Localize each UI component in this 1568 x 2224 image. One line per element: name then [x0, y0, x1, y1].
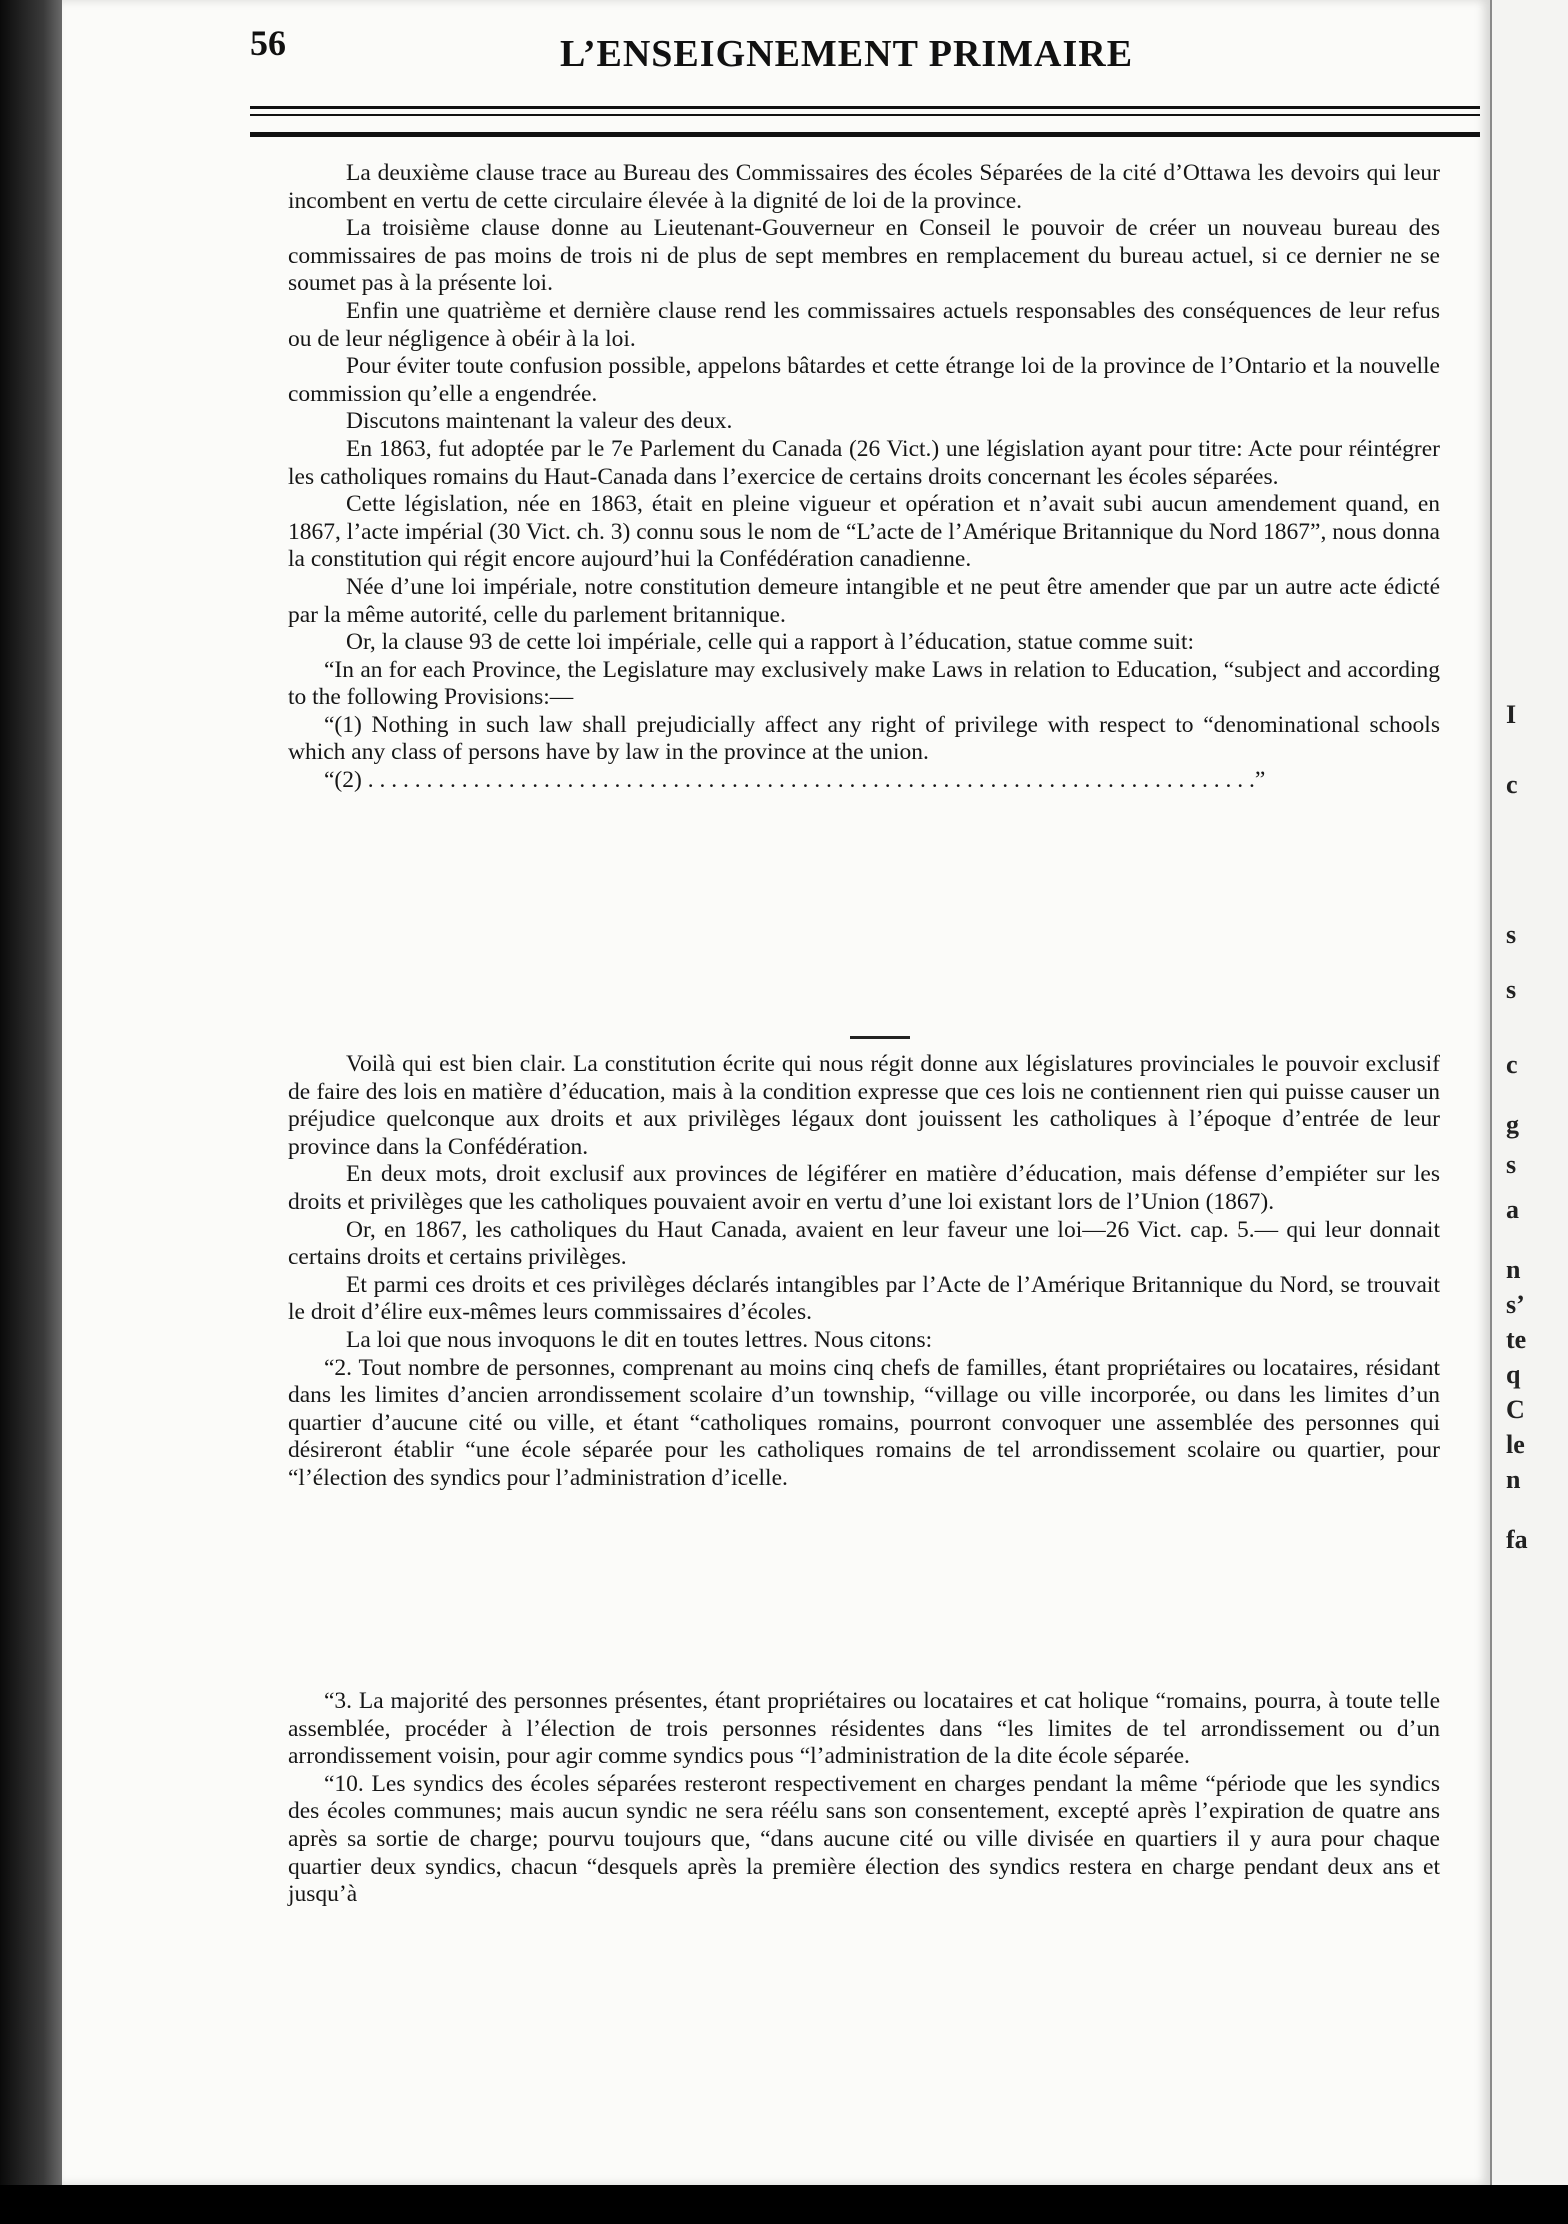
- paragraph: Pour éviter toute confusion possible, appelons bâtardes et cette étrange loi de la province de l’Ontario et la nouvelle commission qu’elle a engendrée.: [288, 353, 1440, 407]
- quoted-paragraph: “(1) Nothing in such law shall prejudicially affect any right of privilege with respect to “denominational schools which any class of persons have by law in the province at the union.: [288, 711, 1440, 766]
- adjacent-page-fragment: q: [1506, 1360, 1521, 1389]
- adjacent-page-fragment: s: [1506, 920, 1517, 949]
- adjacent-page-fragment: C: [1506, 1395, 1525, 1424]
- adjacent-page-fragment: n: [1506, 1255, 1521, 1284]
- text-block-2: [288, 1051, 1440, 1493]
- adjacent-page-fragment: a: [1506, 1195, 1519, 1224]
- paragraph: La troisième clause donne au Lieutenant-Gouverneur en Conseil le pouvoir de créer un nouveau bureau des commissaires de pas moins de trois ni de plus de sept membres en remplacement du bureau actuel, si ce dernier ne se soumet pas à la présente loi.: [288, 215, 1440, 297]
- running-title: L’ENSEIGNEMENT PRIMAIRE: [560, 33, 1134, 75]
- paragraph: Voilà qui est bien clair. La constitution écrite qui nous régit donne aux législatures provinciales le pouvoir exclusif de faire des lois en matière d’éducation, mais à la condition expresse que ces lois ne contiennent rien qui puisse causer un préjudice quelconque aux droits et aux privilèges légaux dont jouissent les catholiques à l’époque d’entrée de leur province dans la Confédération.: [288, 1051, 1440, 1160]
- quoted-paragraph: “2. Tout nombre de personnes, comprenant au moins cinq chefs de familles, étant propriétaires ou locataires, résidant dans les limites d’ancien arrondissement scolaire d’un township, “village ou ville incorporée, ou dans les limites d’un quartier d’aucune cité ou ville, et étant “catholiques romains, pourront convoquer une assemblée des personnes qui désireront établir “une école séparée pour les catholiques romains de tel arrondissement scolaire ou quartier, pour “l’élection des syndics pour l’administration d’icelle.: [288, 1354, 1440, 1491]
- adjacent-page-edge: [1490, 0, 1568, 2185]
- page-number: 56: [250, 23, 286, 63]
- adjacent-page-fragment: s: [1506, 1150, 1517, 1179]
- quoted-paragraph: “(2) . . . . . . . . . . . . . . . . . . . . . . . . . . . . . . . . . . . . . . . . . . . . . . . . . . . . . . . . . . . . . . . . . . . . . . . . . . . .”: [324, 767, 1266, 794]
- quoted-paragraph: “10. Les syndics des écoles séparées resteront respectivement en charges pendant la même “période que les syndics des écoles communes; mais aucun syndic ne sera réélu sans son consentement, excepté après l’expiration de quatre ans après sa sortie de charge; pourvu toujours que, “dans aucune cité ou ville divisée en quartiers il y aura pour chaque quartier deux syndics, chacun “desquels après la première élection des syndics restera en charge pendant deux ans et jusqu’à: [288, 1770, 1440, 1908]
- paragraph: Or, la clause 93 de cette loi impériale, celle qui a rapport à l’éducation, statue comme suit:: [346, 629, 1194, 656]
- adjacent-page-fragment: n: [1506, 1465, 1521, 1494]
- adjacent-page-fragment: s’: [1506, 1290, 1525, 1319]
- paragraph: La deuxième clause trace au Bureau des Commissaires des écoles Séparées de la cité d’Ottawa les devoirs qui leur incombent en vertu de cette circulaire élevée à la dignité de loi de la province.: [288, 160, 1440, 214]
- paragraph: Née d’une loi impériale, notre constitution demeure intangible et ne peut être amender que par un autre acte édicté par la même autorité, celle du parlement britannique.: [288, 573, 1440, 628]
- adjacent-page-fragment: te: [1506, 1325, 1527, 1354]
- paragraph: Et parmi ces droits et ces privilèges déclarés intangibles par l’Acte de l’Amérique Britannique du Nord, se trouvait le droit d’élire eux-mêmes leurs commissaires d’écoles.: [288, 1271, 1440, 1326]
- adjacent-page-fragment: c: [1506, 770, 1518, 799]
- quoted-paragraph: “In an for each Province, the Legislature may exclusively make Laws in relation to Education, “subject and according to the following Provisions:—: [288, 656, 1440, 711]
- paragraph: En 1863, fut adoptée par le 7e Parlement du Canada (26 Vict.) une législation ayant pour titre: Acte pour réintégrer les catholiques romains du Haut-Canada dans l’exercice de certains droits concernant les écoles séparées.: [288, 435, 1440, 490]
- adjacent-page-fragment: g: [1506, 1110, 1519, 1139]
- adjacent-page-fragment: fa: [1506, 1525, 1528, 1554]
- left-book-gutter: [0, 0, 62, 2224]
- header-rule: [250, 106, 1480, 109]
- text-block-3: [288, 1688, 1440, 1909]
- adjacent-page-fragment: s: [1506, 975, 1517, 1004]
- header-rule-thick: [250, 132, 1480, 137]
- bottom-scan-border: [0, 2185, 1568, 2224]
- paragraph: Or, en 1867, les catholiques du Haut Canada, avaient en leur faveur une loi—26 Vict. cap. 5.— qui leur donnait certains droits et certains privilèges.: [288, 1216, 1440, 1271]
- paragraph: Enfin une quatrième et dernière clause rend les commissaires actuels responsables des conséquences de leur refus ou de leur négligence à obéir à la loi.: [288, 297, 1440, 352]
- adjacent-page-fragment: le: [1506, 1430, 1525, 1459]
- text-block-1: [288, 160, 1440, 795]
- header-rule: [250, 114, 1480, 116]
- paragraph: La loi que nous invoquons le dit en toutes lettres. Nous citons:: [346, 1326, 933, 1353]
- paragraph: Discutons maintenant la valeur des deux.: [346, 408, 733, 435]
- quoted-paragraph: “3. La majorité des personnes présentes, étant propriétaires ou locataires et cat holique “romains, pourra, à toute telle assemblée, procéder à l’élection de trois personnes résidentes dans “les limites de tel arrondissement ou d’un arrondissement voisin, pour agir comme syndics pous “l’administration de la dite école séparée.: [288, 1688, 1440, 1770]
- adjacent-page-fragment: I: [1506, 700, 1517, 729]
- paragraph: Cette législation, née en 1863, était en pleine vigueur et opération et n’avait subi aucun amendement quand, en 1867, l’acte impérial (30 Vict. ch. 3) connu sous le nom de “L’acte de l’Amérique Britannique du Nord 1867”, nous donna la constitution qui régit encore aujourd’hui la Confédération canadienne.: [288, 491, 1440, 573]
- paragraph: En deux mots, droit exclusif aux provinces de légiférer en matière d’éducation, mais défense d’empiéter sur les droits et privilèges que les catholiques pouvaient avoir en vertu d’une loi existant lors de l’Union (1867).: [288, 1161, 1440, 1215]
- adjacent-page-fragment: c: [1506, 1050, 1518, 1079]
- section-separator: [850, 1036, 910, 1039]
